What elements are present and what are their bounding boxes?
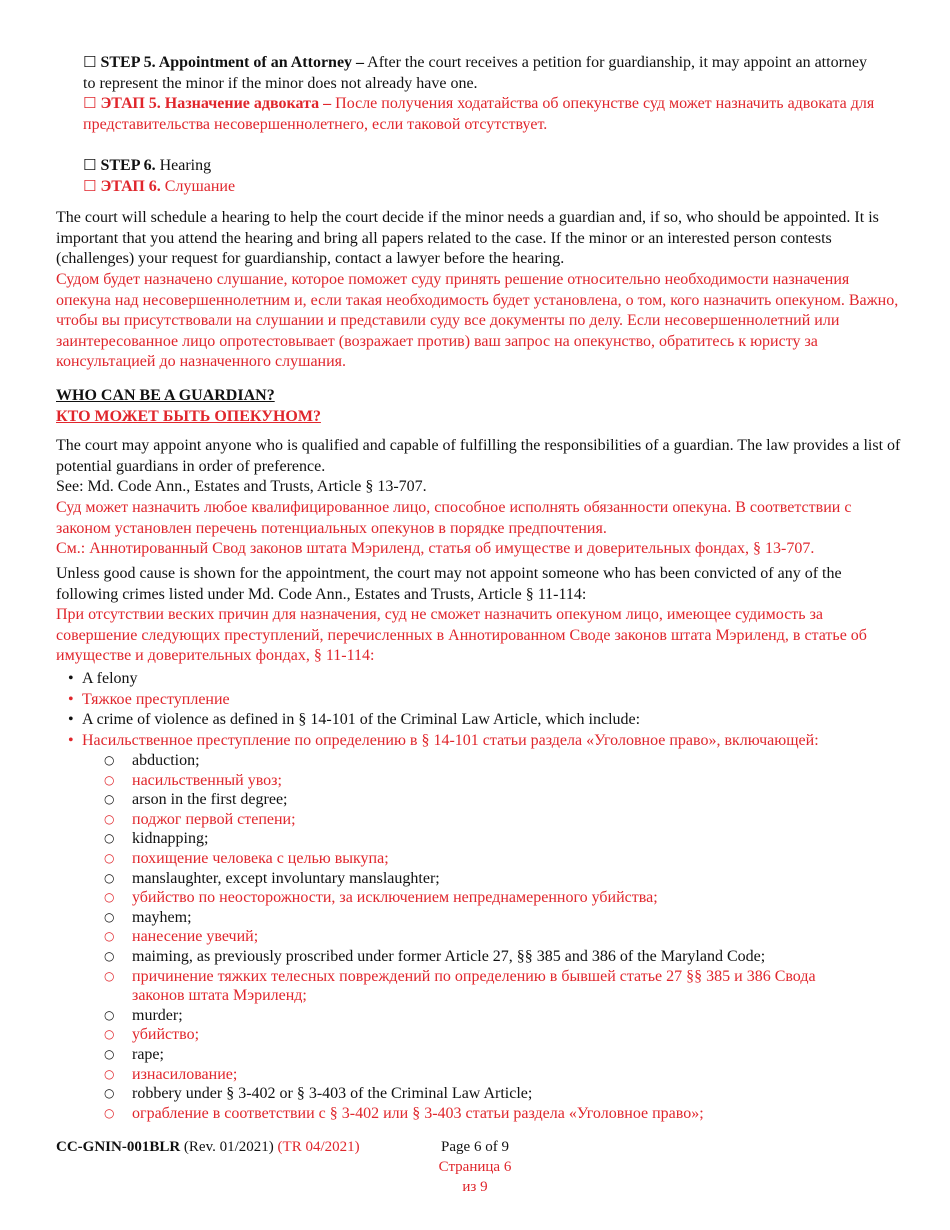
hearing-paragraph: The court will schedule a hearing to help the court decide if the minor needs a guardian and, if so, who should be appointed. It is important that you attend the hearing and bring all papers related to the case. If the minor or an interested person contests (challenges) your request for guardianship, contact a lawyer before the hearing. [56, 209, 879, 267]
list-item: ○ ограбление в соответствии с § 3-402 или § 3-403 статьи раздела «Уголовное право»; [104, 1104, 904, 1124]
step6-text-ru: Слушание [160, 178, 236, 195]
step5-en [83, 52, 883, 94]
list-item: ○ arson in the first degree; [104, 790, 904, 810]
form-translation-revision: (TR 04/2021) [273, 1139, 360, 1155]
step5-title-ru: ЭТАП 5. Назначение адвоката – [100, 95, 332, 112]
page-number: Page 6 of 9 [441, 1139, 509, 1155]
step5-text: After the court receives a petition for guardianship, it may appoint an attorney to represent the minor if the minor does not already have one. [83, 54, 867, 92]
step6-ru [83, 176, 883, 198]
list-item: ○ abduction; [104, 751, 904, 771]
form-id: CC-GNIN-001BLR [56, 1139, 181, 1155]
step6-checkbox[interactable]: ☐ [83, 156, 97, 174]
hearing-paragraph-ru: Судом будет назначено слушание, которое поможет суду принять решение относительно необходимости назначения опекуна над несовершеннолетним и, если такая необходимость будет установлена, о том, кого назначить опекуном. Важно, чтобы вы присутствовали на слушании и представили суду все документы по делу. Если несовершеннолетний или заинтересованное лицо опротестовывает (возражает против) ваш запрос на опекунство, обратитесь к юристу за консультацией до назначенного слушания. [56, 271, 899, 370]
form-revision: (Rev. 01/2021) [180, 1139, 274, 1155]
bullet-list-1 [68, 669, 908, 751]
crimes-intro-ru: При отсутствии веских причин для назначения, суд не сможет назначить опекуном лицо, имеющее судимость за совершение следующих преступлений, перечисленных в Аннотированном Своде законов штата Мэриленд, в статье об имуществе и доверительных фондах, § 11-114: [56, 606, 867, 664]
section-heading-ru: КТО МОЖЕТ БЫТЬ ОПЕКУНОМ? [56, 408, 321, 425]
footer-page-number [430, 1137, 520, 1197]
crimes-intro: Unless good cause is shown for the appointment, the court may not appoint someone who has been convicted of any of the following crimes listed under Md. Code Ann., Estates and Trusts, Article § 11-114: [56, 565, 842, 603]
list-item: ○ mayhem; [104, 908, 904, 928]
list-item: ○ убийство; [104, 1025, 904, 1045]
list-item: • Тяжкое преступление [68, 690, 908, 711]
list-item: ○ насильственный увоз; [104, 771, 904, 791]
list-item: • A crime of violence as defined in § 14-101 of the Criminal Law Article, which include: [68, 710, 908, 731]
list-item: ○ нанесение увечий; [104, 927, 904, 947]
qualified-paragraph [56, 436, 901, 498]
list-item: ○ причинение тяжких телесных повреждений по определению в бывшей статье 27 §§ 385 и 386 Свода законов штата Мэриленд; [104, 967, 872, 1006]
list-item: • A felony [68, 669, 908, 690]
list-item: ○ robbery under § 3-402 or § 3-403 of the Criminal Law Article; [104, 1084, 904, 1104]
footer-form-id [56, 1137, 360, 1158]
list-item: • Насильственное преступление по определению в § 14-101 статьи раздела «Уголовное право», включающей: [68, 731, 908, 752]
list-item: ○ kidnapping; [104, 829, 904, 849]
list-item: ○ похищение человека с целью выкупа; [104, 849, 904, 869]
list-item: ○ изнасилование; [104, 1065, 904, 1085]
step6-title: STEP 6. [100, 157, 156, 174]
step5-checkbox-ru[interactable]: ☐ [83, 94, 97, 112]
step5-checkbox[interactable]: ☐ [83, 53, 97, 71]
crimes-sublist [104, 751, 904, 1123]
step5-text-ru: После получения ходатайства об опекунстве суд может назначить адвоката для представительства несовершеннолетнего, если таковой отсутствует. [83, 95, 875, 133]
step6-title-ru: ЭТАП 6. [100, 178, 161, 195]
list-item: ○ rape; [104, 1045, 904, 1065]
list-item: ○ поджог первой степени; [104, 810, 904, 830]
page-number-ru: Страница 6 из 9 [438, 1159, 512, 1195]
qualified-text: The court may appoint anyone who is qualified and capable of fulfilling the responsibilities of a guardian. The law provides a list of potential guardians in order of preference. [56, 437, 901, 475]
list-item: ○ maiming, as previously proscribed under former Article 27, §§ 385 and 386 of the Maryland Code; [104, 947, 904, 967]
qualified-text-ru: Суд может назначить любое квалифицированное лицо, способное исполнять обязанности опекуна. В соответствии с законом установлен перечень потенциальных опекунов в порядке предпочтения. [56, 499, 852, 537]
list-item: ○ murder; [104, 1006, 904, 1026]
list-item: ○ manslaughter, except involuntary manslaughter; [104, 869, 904, 889]
section-heading: WHO CAN BE A GUARDIAN? [56, 387, 275, 404]
step5-title: STEP 5. Appointment of an Attorney – [100, 54, 365, 71]
qualified-see-ru: См.: Аннотированный Свод законов штата Мэриленд, статья об имуществе и доверительных фондах, § 13-707. [56, 540, 815, 557]
qualified-paragraph-ru [56, 498, 901, 560]
qualified-see: See: Md. Code Ann., Estates and Trusts, Article § 13-707. [56, 478, 427, 495]
step6-checkbox-ru[interactable]: ☐ [83, 177, 97, 195]
step6-text: Hearing [155, 157, 212, 174]
list-item: ○ убийство по неосторожности, за исключением непреднамеренного убийства; [104, 888, 904, 908]
step6-en [83, 155, 883, 177]
step5-ru [83, 93, 883, 135]
